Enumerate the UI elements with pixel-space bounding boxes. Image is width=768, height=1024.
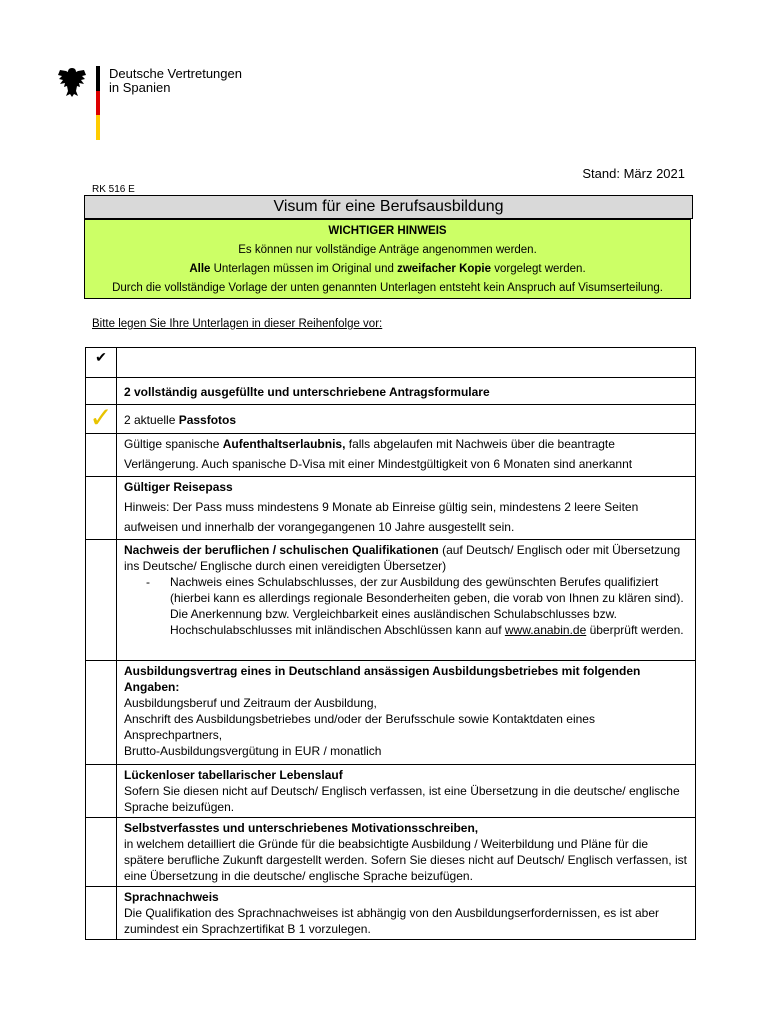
checkbox-cell[interactable] [86,477,117,540]
logo-line1: Deutsche Vertretungen [109,66,242,81]
logo-text [109,67,242,95]
row-photos-bold: Passfotos [178,413,237,427]
row-language-text: Die Qualifikation des Sprachnachweises ist abhängig von den Ausbildungserfordernissen, es ist aber zumindest ein Sprachzertifikat B 1 vorzulegen. [124,906,659,936]
row-forms [117,378,696,405]
date-stand: Stand: März 2021 [582,166,685,181]
row-contract-title: Ausbildungsvertrag eines in Deutschland ansässigen Ausbildungsbetriebes mit folgenden Angaben: [124,664,641,694]
row-motivation-text: in welchem detailliert die Gründe für die beabsichtigte Ausbildung / Weiterbildung und Pläne für die spätere berufliche Zukunft dargestellt werden. Sofern Sie dieses nicht auf Deutsch/ Englisch verfassen, ist eine Übersetzung in die deutsche/ englische Sprache beizufügen. [124,837,687,883]
row-photos [117,405,696,434]
row-qual-bullet [124,574,688,638]
notice-line1: Es können nur vollständige Anträge angenommen werden. [238,244,537,256]
table-row [86,434,696,477]
table-row [86,818,696,887]
table-row [86,477,696,540]
table-row [86,540,696,661]
row-passport [117,477,696,540]
row-residence-a: Gültige spanische [124,437,223,451]
row-contract-l3: Brutto-Ausbildungsvergütung in EUR / monatlich [124,744,382,758]
notice-line2-b: Unterlagen müssen im Original und [210,263,398,275]
checkbox-cell[interactable] [86,434,117,477]
intro-text: Bitte legen Sie Ihre Unterlagen in dieser Reihenfolge vor: [92,318,383,330]
row-qual-intro [124,542,688,574]
notice-line3: Durch die vollständige Vorlage der unten genannten Unterlagen entsteht kein Anspruch auf Visumserteilung. [112,282,663,294]
row-motivation [117,818,696,887]
row-passport-text: Hinweis: Der Pass muss mindestens 9 Monate ab Einreise gültig sein, mindestens 2 leere Seiten aufweisen und innerhalb der vorangegangenen 10 Jahre ausgestellt sein. [124,500,639,534]
notice-line2 [85,260,690,279]
row-photos-text: 2 aktuelle [124,413,179,427]
page-title: Visum für eine Berufsausbildung [84,195,693,219]
federal-eagle-icon [57,66,87,98]
document-checklist [85,347,696,940]
check-icon: ✔ [95,349,107,365]
row-cv-text: Sofern Sie diesen nicht auf Deutsch/ Englisch verfassen, ist eine Übersetzung in die deutsche/ englische Sprache beizufügen. [124,784,680,814]
table-row [86,887,696,940]
row-contract-l1: Ausbildungsberuf und Zeitraum der Ausbildung, [124,696,377,710]
row-cv [117,765,696,818]
anabin-link[interactable]: www.anabin.de [504,623,587,637]
row-qual-bullet-text: Nachweis eines Schulabschlusses, der zur Ausbildung des gewünschten Berufes qualifiziert (hierbei kann es allerdings regionale Besonderheiten geben, die vorab von Ihnen zu klären sind). Die Anerkennung bzw. Vergleichbarkeit eines ausländischen Schulabschlusses bzw. Hochschulabschlusses mit inländischen Abschlüssen kann auf [170,575,684,637]
table-header-row [86,348,696,378]
row-cv-title: Lückenloser tabellarischer Lebenslauf [124,768,343,782]
checkbox-cell[interactable] [86,887,117,940]
notice-heading: WICHTIGER HINWEIS [328,225,447,237]
row-motivation-title: Selbstverfasstes und unterschriebenes Motivationsschreiben, [124,821,479,835]
handwritten-check-icon: ✓ [89,402,113,433]
row-qual-text: (auf Deutsch/ Englisch oder mit Übersetzung ins Deutsche/ Englische durch einen vereidigten Übersetzer) [124,543,681,573]
row-residence [117,434,696,477]
notice-copies: zweifacher Kopie [397,263,492,275]
header-empty-cell [117,348,696,378]
row-passport-title: Gültiger Reisepass [124,480,233,494]
row-contract [117,661,696,765]
important-notice [84,219,691,299]
table-row [86,661,696,765]
checkbox-cell[interactable] [86,378,117,405]
notice-all: Alle [189,263,211,275]
row-qual-bullet-end: überprüft werden. [586,623,684,637]
check-column-header [86,348,117,378]
row-qual-bold: Nachweis der beruflichen / schulischen Qualifikationen [124,543,439,557]
form-code: RK 516 E [92,184,135,195]
logo-line2: in Spanien [109,80,171,95]
dash-bullet: - [146,575,150,589]
german-flag-bar [96,66,100,140]
checkbox-cell[interactable] [86,402,117,434]
checkbox-cell[interactable] [86,540,117,661]
table-row [86,765,696,818]
row-residence-bold: Aufenthaltserlaubnis, [222,437,346,451]
row-language [117,887,696,940]
checkbox-cell[interactable] [86,765,117,818]
row-residence-b: falls abgelaufen mit Nachweis über die beantragte Verlängerung. Auch spanische D-Visa mit einer Mindestgültigkeit von 6 Monaten sind anerkannt [124,437,633,471]
row-forms-text: 2 vollständig ausgefüllte und unterschriebene Antragsformulare [124,385,490,399]
table-row [86,405,696,434]
row-contract-l2: Anschrift des Ausbildungsbetriebes und/oder der Berufsschule sowie Kontaktdaten eines Ansprechpartners, [124,712,595,742]
checkbox-cell[interactable] [86,661,117,765]
row-qualifications [117,540,696,661]
checkbox-cell[interactable] [86,818,117,887]
table-row [86,378,696,405]
row-language-title: Sprachnachweis [124,890,219,904]
notice-line2-d: vorgelegt werden. [491,263,586,275]
